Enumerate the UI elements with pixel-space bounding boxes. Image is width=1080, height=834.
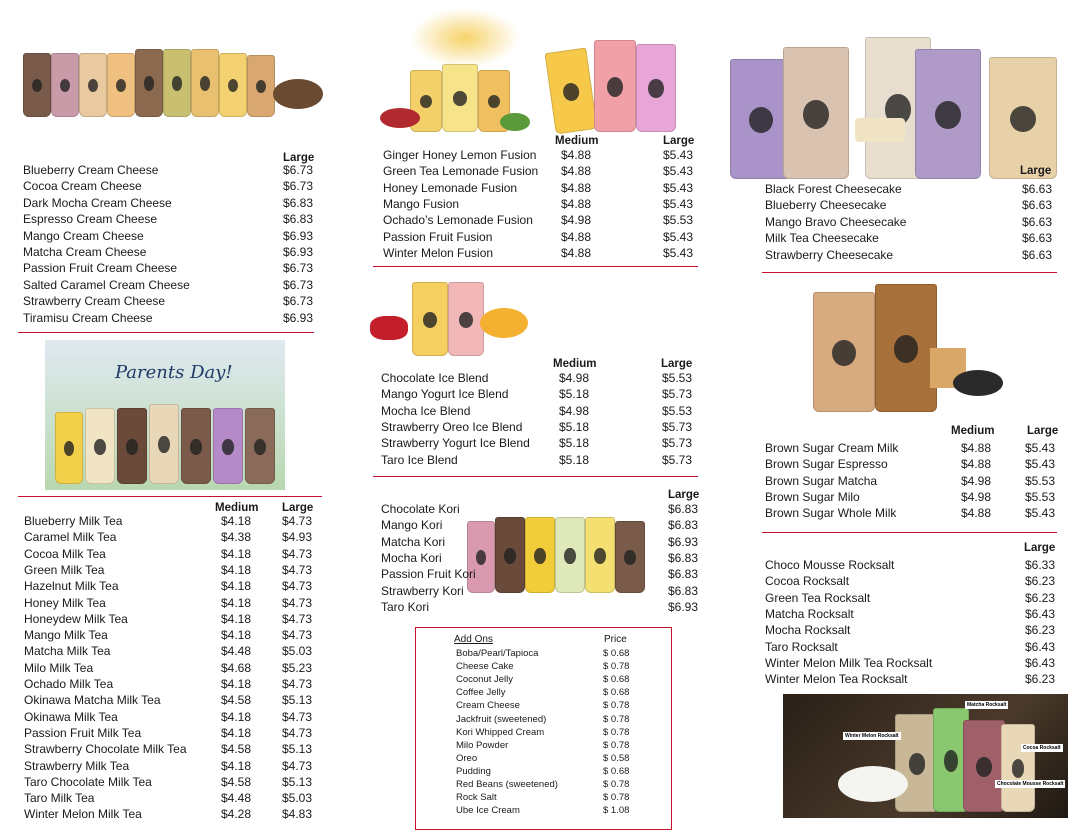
item-name: Dark Mocha Cream Cheese bbox=[23, 195, 172, 210]
price-medium: $4.88 bbox=[961, 506, 992, 521]
price-large: $5.43 bbox=[663, 196, 694, 211]
item-name: Strawberry Kori bbox=[381, 583, 464, 598]
price-large: $5.13 bbox=[282, 742, 313, 757]
menu-row bbox=[765, 247, 1065, 263]
price-large: $4.73 bbox=[282, 725, 313, 740]
milk-tea-divider bbox=[18, 496, 322, 497]
menu-row bbox=[383, 245, 703, 261]
item-name: Winter Melon Tea Rocksalt bbox=[765, 672, 908, 687]
item-name: Caramel Milk Tea bbox=[24, 530, 117, 545]
price-large: $6.93 bbox=[668, 534, 699, 549]
price-large: $6.83 bbox=[668, 502, 699, 516]
menu-row bbox=[24, 774, 324, 790]
menu-row bbox=[23, 277, 315, 293]
menu-row bbox=[381, 435, 701, 451]
price-medium: $4.18 bbox=[221, 546, 252, 561]
addon-price: $ 0.78 bbox=[603, 792, 630, 804]
ice-blend-divider bbox=[373, 476, 698, 477]
price-large: $5.03 bbox=[282, 791, 313, 806]
price-large: $6.83 bbox=[668, 518, 699, 533]
addon-price: $ 0.68 bbox=[603, 765, 630, 777]
menu-row bbox=[23, 162, 315, 178]
price-large: $6.73 bbox=[283, 179, 314, 194]
price-large: $5.43 bbox=[1025, 457, 1056, 472]
ice-blend-header-medium: Medium bbox=[553, 358, 597, 370]
price-medium: $4.88 bbox=[961, 441, 992, 455]
item-name: Strawberry Chocolate Milk Tea bbox=[24, 742, 187, 757]
item-name: Blueberry Milk Tea bbox=[24, 514, 123, 528]
ice-blend-header-large: Large bbox=[661, 358, 693, 370]
menu-row bbox=[383, 147, 703, 163]
item-name: Strawberry Yogurt Ice Blend bbox=[381, 436, 530, 451]
item-name: Matcha Rocksalt bbox=[765, 606, 854, 621]
item-name: Winter Melon Fusion bbox=[383, 245, 494, 260]
brown-sugar-header-medium: Medium bbox=[951, 425, 995, 437]
price-large: $4.73 bbox=[282, 758, 313, 773]
price-medium: $4.38 bbox=[221, 530, 252, 545]
item-name: Tiramisu Cream Cheese bbox=[23, 310, 153, 325]
price-large: $6.23 bbox=[1025, 623, 1056, 638]
price-large: $4.73 bbox=[282, 562, 313, 577]
price-large: $4.83 bbox=[282, 807, 313, 822]
price-medium: $5.18 bbox=[559, 387, 590, 402]
fusion-photo bbox=[370, 8, 680, 138]
addon-name: Coconut Jelly bbox=[456, 674, 514, 686]
price-large: $5.53 bbox=[1025, 473, 1056, 488]
price-medium: $4.98 bbox=[961, 473, 992, 488]
item-name: Mocha Rocksalt bbox=[765, 623, 851, 638]
price-medium: $4.48 bbox=[221, 791, 252, 806]
milk-tea-header-medium: Medium bbox=[215, 502, 259, 514]
menu-row bbox=[24, 692, 324, 708]
brown-sugar-divider bbox=[762, 532, 1057, 533]
price-medium: $4.18 bbox=[221, 514, 252, 528]
item-name: Mango Yogurt Ice Blend bbox=[381, 387, 509, 402]
menu-row bbox=[24, 595, 324, 611]
price-large: $6.93 bbox=[283, 310, 314, 325]
milk-tea-header-large: Large bbox=[282, 502, 314, 514]
price-large: $5.13 bbox=[282, 693, 313, 708]
addon-name: Ube Ice Cream bbox=[456, 805, 520, 817]
addon-price: $ 0.68 bbox=[603, 674, 630, 686]
item-name: Taro Ice Blend bbox=[381, 452, 458, 467]
price-medium: $5.18 bbox=[559, 452, 590, 467]
price-large: $5.53 bbox=[662, 371, 693, 385]
addon-price: $ 0.78 bbox=[603, 661, 630, 673]
item-name: Choco Mousse Rocksalt bbox=[765, 558, 895, 572]
addons-header-name: Add Ons bbox=[454, 634, 493, 645]
addon-price: $ 1.08 bbox=[603, 805, 630, 817]
item-name: Blueberry Cheesecake bbox=[765, 198, 887, 213]
item-name: Taro Rocksalt bbox=[765, 639, 838, 654]
item-name: Espresso Cream Cheese bbox=[23, 212, 158, 227]
menu-row bbox=[381, 403, 701, 419]
price-large: $5.13 bbox=[282, 774, 313, 789]
price-large: $5.43 bbox=[663, 245, 694, 260]
item-name: Mango Bravo Cheesecake bbox=[765, 214, 907, 229]
price-medium: $4.48 bbox=[221, 644, 252, 659]
addon-name: Oreo bbox=[456, 752, 478, 764]
item-name: Strawberry Milk Tea bbox=[24, 758, 130, 773]
addon-name: Red Beans (sweetened) bbox=[456, 779, 558, 790]
item-name: Mocha Kori bbox=[381, 550, 442, 565]
item-name: Taro Chocolate Milk Tea bbox=[24, 774, 152, 789]
item-name: Mango Kori bbox=[381, 518, 443, 533]
addon-price: $ 0.58 bbox=[603, 752, 630, 764]
price-medium: $4.88 bbox=[561, 229, 592, 244]
price-large: $6.83 bbox=[283, 212, 314, 227]
menu-row bbox=[765, 671, 1065, 687]
price-large: $6.63 bbox=[1022, 214, 1053, 229]
price-large: $6.83 bbox=[668, 583, 699, 598]
price-large: $5.73 bbox=[662, 419, 693, 434]
item-name: Green Tea Rocksalt bbox=[765, 590, 871, 605]
item-name: Mocha Ice Blend bbox=[381, 403, 471, 418]
menu-row bbox=[383, 212, 703, 228]
rocksalt-header-large: Large bbox=[1024, 542, 1056, 554]
item-name: Winter Melon Milk Tea Rocksalt bbox=[765, 655, 933, 670]
price-large: $6.73 bbox=[283, 277, 314, 292]
addon-name: Cream Cheese bbox=[456, 700, 520, 712]
brown-sugar-header-large: Large bbox=[1027, 425, 1059, 437]
addon-price: $ 0.78 bbox=[603, 713, 630, 725]
price-large: $6.43 bbox=[1025, 606, 1056, 621]
price-large: $5.43 bbox=[663, 164, 694, 179]
price-large: $6.93 bbox=[283, 245, 314, 259]
menu-row bbox=[23, 195, 315, 211]
price-medium: $4.58 bbox=[221, 774, 252, 789]
menu-row bbox=[23, 178, 315, 194]
price-medium: $4.88 bbox=[961, 457, 992, 472]
price-medium: $4.18 bbox=[221, 595, 252, 610]
menu-row bbox=[765, 655, 1065, 671]
menu-row bbox=[765, 590, 1065, 606]
price-large: $6.83 bbox=[668, 550, 699, 565]
menu-row bbox=[23, 244, 315, 260]
price-medium: $4.98 bbox=[559, 371, 590, 385]
item-name: Chocolate Ice Blend bbox=[381, 371, 489, 385]
item-name: Matcha Kori bbox=[381, 534, 446, 549]
brown-sugar-photo bbox=[765, 278, 1015, 418]
price-large: $6.43 bbox=[1025, 655, 1056, 670]
menu-row bbox=[23, 228, 315, 244]
item-name: Honey Milk Tea bbox=[24, 595, 106, 610]
item-name: Brown Sugar Matcha bbox=[765, 473, 878, 488]
item-name: Cocoa Milk Tea bbox=[24, 546, 106, 561]
item-name: Ochado Milk Tea bbox=[24, 677, 114, 691]
menu-row bbox=[24, 513, 324, 529]
menu-row bbox=[383, 163, 703, 179]
price-medium: $4.18 bbox=[221, 725, 252, 740]
price-medium: $4.18 bbox=[221, 677, 252, 691]
menu-row bbox=[765, 622, 1065, 638]
item-name: Cocoa Cream Cheese bbox=[23, 179, 142, 194]
menu-row bbox=[23, 310, 315, 326]
menu-row bbox=[24, 709, 324, 725]
menu-row bbox=[24, 611, 324, 627]
price-medium: $4.58 bbox=[221, 693, 252, 708]
price-medium: $4.88 bbox=[561, 164, 592, 179]
item-name: Strawberry Oreo Ice Blend bbox=[381, 419, 523, 434]
menu-row bbox=[765, 505, 1065, 521]
addons-header-price: Price bbox=[604, 634, 627, 645]
price-large: $5.43 bbox=[663, 148, 694, 162]
price-large: $4.73 bbox=[282, 579, 313, 594]
rocksalt-photo-label-matcha: Matcha Rocksalt bbox=[967, 702, 1007, 708]
item-name: Honey Lemonade Fusion bbox=[383, 180, 518, 195]
menu-row bbox=[381, 370, 701, 386]
cream-cheese-divider bbox=[18, 332, 314, 333]
price-large: $5.73 bbox=[662, 452, 693, 467]
price-large: $4.73 bbox=[282, 709, 313, 724]
price-large: $5.43 bbox=[1025, 441, 1056, 455]
menu-row bbox=[381, 583, 701, 599]
addon-name: Pudding bbox=[456, 765, 491, 777]
menu-row bbox=[24, 578, 324, 594]
item-name: Passion Fruit Milk Tea bbox=[24, 725, 142, 740]
item-name: Hazelnut Milk Tea bbox=[24, 579, 119, 594]
price-medium: $4.98 bbox=[559, 403, 590, 418]
parents-day-banner: Parents Day! bbox=[115, 362, 233, 383]
item-name: Strawberry Cheesecake bbox=[765, 247, 894, 262]
menu-row bbox=[24, 643, 324, 659]
price-large: $6.33 bbox=[1025, 558, 1056, 572]
menu-row bbox=[24, 529, 324, 545]
price-medium: $4.88 bbox=[561, 148, 592, 162]
menu-row bbox=[381, 419, 701, 435]
kori-header-large: Large bbox=[668, 489, 700, 501]
item-name: Mango Fusion bbox=[383, 196, 460, 211]
price-medium: $4.88 bbox=[561, 245, 592, 260]
price-medium: $4.88 bbox=[561, 180, 592, 195]
menu-row bbox=[383, 196, 703, 212]
price-large: $4.73 bbox=[282, 546, 313, 561]
addon-price: $ 0.78 bbox=[603, 779, 630, 790]
item-name: Mango Milk Tea bbox=[24, 628, 108, 643]
addon-name: Cheese Cake bbox=[456, 661, 514, 673]
menu-row bbox=[765, 489, 1065, 505]
rocksalt-photo-label-winter-melon: Winter Melon Rocksalt bbox=[845, 733, 899, 739]
menu-row bbox=[24, 758, 324, 774]
cheesecake-header-large: Large bbox=[1020, 165, 1052, 177]
item-name: Brown Sugar Espresso bbox=[765, 457, 888, 472]
price-large: $4.73 bbox=[282, 595, 313, 610]
price-large: $6.63 bbox=[1022, 231, 1053, 246]
price-medium: $4.68 bbox=[221, 660, 252, 675]
menu-row bbox=[24, 660, 324, 676]
price-large: $6.43 bbox=[1025, 639, 1056, 654]
item-name: Mango Cream Cheese bbox=[23, 228, 144, 243]
item-name: Passion Fruit Kori bbox=[381, 567, 476, 582]
rocksalt-photo-label-cocoa: Cocoa Rocksalt bbox=[1023, 745, 1061, 751]
price-large: $5.43 bbox=[663, 180, 694, 195]
item-name: Brown Sugar Milo bbox=[765, 489, 860, 504]
price-large: $6.23 bbox=[1025, 672, 1056, 687]
menu-row bbox=[765, 440, 1065, 456]
menu-row bbox=[23, 293, 315, 309]
price-large: $6.23 bbox=[1025, 574, 1056, 589]
menu-row bbox=[765, 606, 1065, 622]
item-name: Green Tea Lemonade Fusion bbox=[383, 164, 539, 179]
menu-row bbox=[381, 517, 701, 533]
menu-row bbox=[381, 599, 701, 615]
menu-row bbox=[24, 562, 324, 578]
item-name: Matcha Milk Tea bbox=[24, 644, 111, 659]
item-name: Okinawa Matcha Milk Tea bbox=[24, 693, 161, 708]
menu-row bbox=[765, 473, 1065, 489]
price-large: $6.73 bbox=[283, 163, 314, 177]
cream-cheese-photo bbox=[15, 35, 330, 123]
price-medium: $4.18 bbox=[221, 709, 252, 724]
addon-price: $ 0.78 bbox=[603, 700, 630, 712]
item-name: Brown Sugar Whole Milk bbox=[765, 506, 897, 521]
menu-row bbox=[381, 550, 701, 566]
item-name: Taro Kori bbox=[381, 599, 430, 614]
addons-box bbox=[415, 627, 672, 830]
menu-row bbox=[765, 573, 1065, 589]
addon-price: $ 0.78 bbox=[603, 726, 630, 738]
price-large: $6.73 bbox=[283, 294, 314, 309]
item-name: Winter Melon Milk Tea bbox=[24, 807, 142, 822]
fusion-header-large: Large bbox=[663, 135, 695, 147]
price-medium: $5.18 bbox=[559, 436, 590, 451]
addon-name: Kori Whipped Cream bbox=[456, 726, 545, 738]
item-name: Strawberry Cream Cheese bbox=[23, 294, 166, 309]
price-large: $6.73 bbox=[283, 261, 314, 276]
price-large: $5.23 bbox=[282, 660, 313, 675]
price-medium: $5.18 bbox=[559, 419, 590, 434]
item-name: Passion Fruit Fusion bbox=[383, 229, 493, 244]
price-large: $4.73 bbox=[282, 628, 313, 643]
price-medium: $4.18 bbox=[221, 628, 252, 643]
price-medium: $4.18 bbox=[221, 611, 252, 626]
item-name: Brown Sugar Cream Milk bbox=[765, 441, 899, 455]
price-medium: $4.18 bbox=[221, 758, 252, 773]
menu-row bbox=[24, 725, 324, 741]
price-large: $6.63 bbox=[1022, 247, 1053, 262]
menu-row bbox=[381, 534, 701, 550]
item-name: Cocoa Rocksalt bbox=[765, 574, 850, 589]
menu-row bbox=[24, 741, 324, 757]
menu-row bbox=[381, 566, 701, 582]
item-name: Ginger Honey Lemon Fusion bbox=[383, 148, 537, 162]
price-large: $5.43 bbox=[663, 229, 694, 244]
parents-day-photo bbox=[45, 340, 285, 490]
item-name: Salted Caramel Cream Cheese bbox=[23, 277, 190, 292]
menu-row bbox=[381, 386, 701, 402]
ice-blend-photo bbox=[368, 272, 533, 362]
price-large: $5.73 bbox=[662, 436, 693, 451]
menu-row bbox=[24, 546, 324, 562]
addon-name: Jackfruit (sweetened) bbox=[456, 713, 547, 725]
price-large: $4.73 bbox=[282, 514, 313, 528]
addon-price: $ 0.68 bbox=[603, 687, 630, 699]
price-medium: $4.88 bbox=[561, 196, 592, 211]
menu-row bbox=[765, 456, 1065, 472]
price-medium: $4.28 bbox=[221, 807, 252, 822]
price-large: $4.93 bbox=[282, 530, 313, 545]
fusion-header-medium: Medium bbox=[555, 135, 599, 147]
price-large: $5.03 bbox=[282, 644, 313, 659]
price-medium: $4.18 bbox=[221, 562, 252, 577]
addon-name: Coffee Jelly bbox=[456, 687, 506, 699]
item-name: Matcha Cream Cheese bbox=[23, 245, 147, 259]
item-name: Black Forest Cheesecake bbox=[765, 182, 902, 196]
cheesecake-divider bbox=[762, 272, 1057, 273]
item-name: Chocolate Kori bbox=[381, 502, 460, 516]
menu-row bbox=[23, 260, 315, 276]
item-name: Milk Tea Cheesecake bbox=[765, 231, 879, 246]
menu-row bbox=[765, 197, 1065, 213]
price-medium: $4.98 bbox=[561, 213, 592, 228]
menu-row bbox=[24, 676, 324, 692]
item-name: Green Milk Tea bbox=[24, 562, 105, 577]
fusion-divider bbox=[373, 266, 698, 267]
menu-row bbox=[381, 501, 701, 517]
cheesecake-photo bbox=[725, 10, 1065, 185]
menu-row bbox=[765, 181, 1065, 197]
price-large: $5.53 bbox=[663, 213, 694, 228]
price-large: $5.53 bbox=[1025, 489, 1056, 504]
price-large: $6.83 bbox=[668, 567, 699, 582]
price-large: $5.73 bbox=[662, 387, 693, 402]
item-name: Passion Fruit Cream Cheese bbox=[23, 261, 178, 276]
price-large: $6.63 bbox=[1022, 182, 1053, 196]
price-large: $5.53 bbox=[662, 403, 693, 418]
menu-row bbox=[765, 230, 1065, 246]
price-large: $6.93 bbox=[283, 228, 314, 243]
addon-price: $ 0.68 bbox=[603, 648, 630, 659]
rocksalt-photo bbox=[783, 694, 1068, 818]
price-large: $6.63 bbox=[1022, 198, 1053, 213]
price-medium: $4.58 bbox=[221, 742, 252, 757]
item-name: Ochado’s Lemonade Fusion bbox=[383, 213, 533, 228]
item-name: Taro Milk Tea bbox=[24, 791, 95, 806]
menu-row bbox=[765, 557, 1065, 573]
addon-name: Rock Salt bbox=[456, 792, 497, 804]
addon-price: $ 0.78 bbox=[603, 739, 630, 751]
menu-row bbox=[383, 180, 703, 196]
menu-row bbox=[381, 452, 701, 468]
menu-row bbox=[765, 639, 1065, 655]
cream-cheese-header-large: Large bbox=[283, 152, 315, 164]
item-name: Milo Milk Tea bbox=[24, 660, 94, 675]
menu-row bbox=[24, 627, 324, 643]
price-medium: $4.98 bbox=[961, 489, 992, 504]
price-large: $5.43 bbox=[1025, 506, 1056, 521]
price-large: $4.73 bbox=[282, 611, 313, 626]
menu-row bbox=[383, 229, 703, 245]
item-name: Blueberry Cream Cheese bbox=[23, 163, 159, 177]
item-name: Okinawa Milk Tea bbox=[24, 709, 118, 724]
price-large: $6.93 bbox=[668, 599, 699, 614]
item-name: Honeydew Milk Tea bbox=[24, 611, 128, 626]
menu-row bbox=[23, 211, 315, 227]
rocksalt-photo-label-chocolate-mousse: Chocolate Mousse Rocksalt bbox=[997, 781, 1064, 787]
price-medium: $4.18 bbox=[221, 579, 252, 594]
menu-row bbox=[24, 790, 324, 806]
addon-name: Boba/Pearl/Tapioca bbox=[456, 648, 539, 659]
menu-row bbox=[765, 214, 1065, 230]
price-large: $4.73 bbox=[282, 677, 313, 691]
price-large: $6.23 bbox=[1025, 590, 1056, 605]
addon-name: Milo Powder bbox=[456, 739, 509, 751]
price-large: $6.83 bbox=[283, 195, 314, 210]
menu-row bbox=[24, 806, 324, 822]
